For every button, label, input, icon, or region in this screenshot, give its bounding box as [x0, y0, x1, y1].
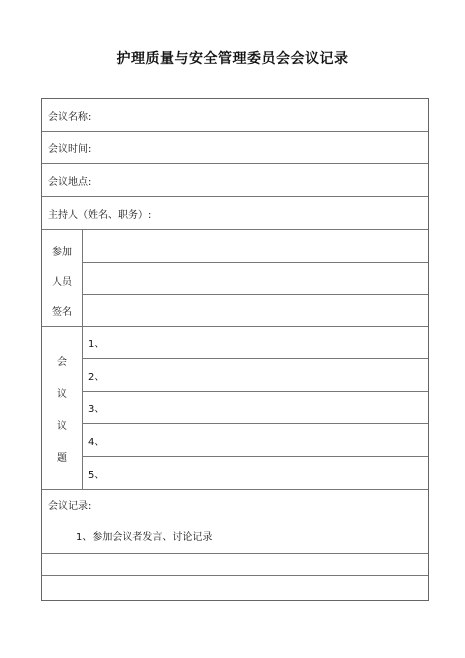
host-label: 主持人（姓名、职务）:	[48, 209, 152, 221]
agenda-item-3[interactable]	[83, 392, 428, 424]
attendees-label-line-1: 参加	[52, 247, 72, 258]
meeting-time-label: 会议时间:	[48, 144, 92, 155]
meeting-name-field[interactable]	[42, 99, 428, 132]
agenda-item-4[interactable]	[83, 424, 428, 457]
record-item-1-text: 1、参加会议者发言、讨论记录	[76, 532, 213, 543]
meeting-location-field[interactable]	[42, 164, 428, 197]
agenda-label	[42, 327, 83, 490]
record-blank-row-1[interactable]	[42, 554, 428, 576]
attendee-signature-row-1[interactable]	[83, 230, 428, 263]
record-blank-row-2[interactable]	[42, 576, 428, 600]
agenda-item-number: 3、	[88, 404, 105, 415]
agenda-item-number: 4、	[88, 436, 105, 448]
agenda-item-2[interactable]	[83, 359, 428, 392]
document-title: 护理质量与安全管理委员会会议记录	[116, 51, 349, 67]
agenda-label-char-4: 题	[57, 453, 67, 464]
meeting-record-form	[41, 98, 429, 601]
agenda-label-char-1: 会	[57, 357, 67, 368]
meeting-time-field[interactable]	[42, 132, 428, 164]
meeting-location-label: 会议地点:	[48, 176, 92, 188]
attendees-label	[42, 230, 83, 327]
host-field[interactable]	[42, 197, 428, 230]
agenda-item-number: 1、	[88, 339, 105, 350]
agenda-item-5[interactable]	[83, 457, 428, 490]
agenda-label-char-3: 议	[57, 421, 67, 432]
record-label: 会议记录:	[48, 500, 92, 512]
agenda-item-number: 2、	[88, 371, 105, 383]
attendee-signature-row-2[interactable]	[83, 263, 428, 295]
attendees-label-line-3: 签名	[52, 307, 72, 318]
agenda-item-number: 5、	[88, 469, 105, 481]
record-item-1[interactable]	[42, 518, 428, 554]
meeting-name-label: 会议名称:	[48, 111, 92, 123]
record-heading-row	[42, 490, 428, 518]
attendee-signature-row-3[interactable]	[83, 295, 428, 327]
attendees-label-line-2: 人员	[52, 277, 72, 288]
agenda-item-1[interactable]	[83, 327, 428, 359]
agenda-label-char-2: 议	[57, 389, 67, 400]
